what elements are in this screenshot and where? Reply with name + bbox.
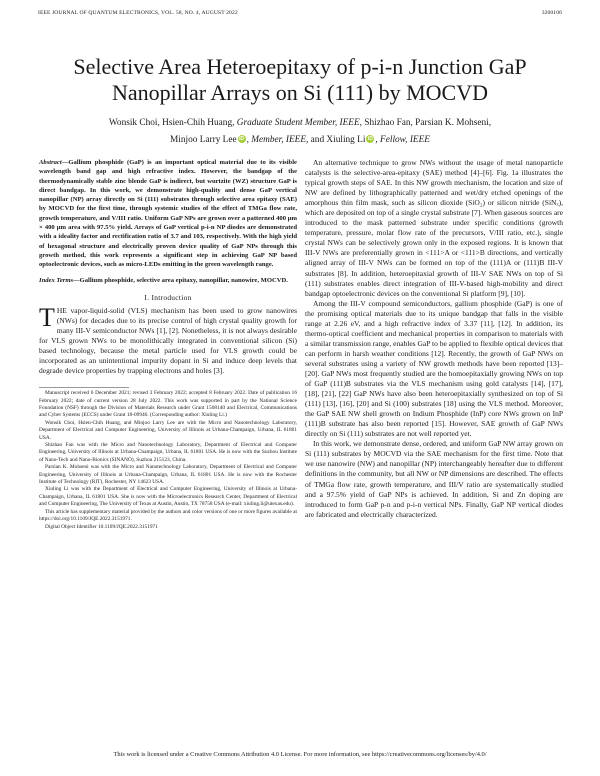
- drop-cap: T: [39, 302, 55, 332]
- intro-paragraph: THE vapor-liquid-solid (VLS) mechanism has been used to grow nanowires (NWs) for decades due to its precise control of high crystal quality growth for many III-V semiconductor NWs [1], [2]. Nonetheless, it is not always desirable for VLS grown NWs to be monolithically integrated in conventional silicon (Si) based technology, because the metal particle used for VLS growth could be incorporated as an unintentional impurity dopant in Si and induce deep levels that degrade device properties by trapping electrons and holes [3].: [39, 302, 297, 376]
- running-header: [38, 10, 562, 20]
- footnote-affiliation: Xiuling Li was with the Department of Electrical and Computer Engineering, University of Illinois at Urbana-Champaign, Urbana, IL 61801 USA. She is now with the Microelectronics Research Center, Department of Electrical and Computer Engineering, The University of Texas at Austin, Austin, TX 78758 USA (e-mail: xiuling.li@utexas.edu).: [39, 486, 297, 508]
- abstract-label: Abstract: [39, 159, 62, 166]
- abstract-text: —Gallium phosphide (GaP) is an important optical material due to its visible wavelength band gap and high refractive index. However, the bandgap of the thermodynamically stable zinc blende GaP is indirect, but wurtzite (WZ) structure GaP is direct bandgap. In this work, we demonstrate high-quality and dense GaP vertical nanopillar (NP) array directly on Si (111) substrates through selective area epitaxy (SAE) by MOCVD for the first time, through systemic studies of the effect of TMGa flow rate, growth temperature, and V/III ratio. Uniform GaP NPs are grown over a patterned 400 μm × 400 μm area with 97.5% yield. Arrays of GaP vertical p-i-n NP diodes are demonstrated with a ideality factor and rectification ratio of 3.7 and 103, respectively. With the high yield of hexagonal structure and electrically proven device quality of GaP NPs through this growth method, this work represents a significant step in achieving GaP NP based optoelectronic devices, such as micro-LEDs emitting in the green wavelength range.: [39, 159, 297, 269]
- body-paragraph: Among the III-V compound semiconductors, gallium phosphide (GaP) is one of the promising optical materials due to its unique bandgap that falls in the visible range at 2.26 eV, and a high refractive index of 3.37 [11], [12]. In addition, its thermo-optical coefficient and mechanical properties in comparison to materials with a similar transmission range, enables GaP to be applied to flexible optical devices that can perform in harsh weather conditions [12]. Recently, the growth of GaP NWs on several substrates using a variety of NW growth methods have been reported [13]–[20]. GaP NWs most frequently studied are the homoepitaxially growing NWs on top of GaP (111)B substrates via the VLS mechanism using gold catalysts [14], [17], [18], [21], [22] GaP NWs have also been heteroepitaxially synthesized on top of Si (111) [13], [16], [20] and Si (100) substrates [18] using the VLS method. Moreover, the GaP SAE NW shell growth on Indium Phosphide (InP) core NWs grown on InP (111)B substrate has also been reported [15]. However, SAE growth of GaP NWs directly on Si (111) substrates are not well reported yet.: [305, 298, 563, 439]
- index-terms: [39, 276, 297, 285]
- license-footer: This work is licensed under a Creative Commons Attribution 4.0 License. For more information, see https://creativecommons.org/licenses/by/4.0/: [113, 751, 487, 758]
- index-terms-text: —Gallium phosphide, selective area epitaxy, nanopillar, nanowire, MOCVD.: [73, 276, 288, 284]
- footnote-affiliation: Shizhao Fan was with the Micro and Nanotechnology Laboratory, Department of Electrical and Computer Engineering, University of Illinois at Urbana-Champaign, Urbana, IL 61801 USA. He is now with the Suzhou Institute of Nano-Tech and Nano-Bionics (SINANO), Suzhou 215123, China.: [39, 442, 297, 463]
- footnote-affiliation: Wonsik Choi, Hsien-Chih Huang, and Minjoo Larry Lee are with the Micro and Nanotechnology Laboratory, Department of Electrical and Computer Engineering, University of Illinois at Urbana-Champaign, Urbana, IL 61801 USA.: [39, 419, 297, 441]
- footnote-divider: [39, 387, 129, 388]
- footnote-supplementary: This article has supplementary material provided by the authors and color versions of one or more figures available at https://doi.org/10.1109/JQE.2022.3151971.: [39, 508, 297, 523]
- body-paragraph: An alternative technique to grow NWs without the usage of metal nanoparticle catalysts is the selective-area-epitaxy (SAE) method [4]–[6]. Fig. 1a illustrates the typical growth steps of SAE. In this NW growth mechanism, the location and size of NW are defined by lithographically patterned and wet/dry etched openings of the amorphous thin film mask, such as silicon dioxide (SiO₂) or silicon nitride (SiNₓ), which are deposited on top of a single crystal substrate [7]. When gaseous sources are introduced to the mask patterned substrate under specific conditions (growth temperature, pressure, molar flow rate of the precursors, V/III ratio, etc.), single crystal NWs can be selectively grown only in the exposed regions. It is known that III-V NWs are preferentially grown in <111>A or <111>B directions, and vertically aligned array of III-V NWs can be formed on top of the (111)A or (111)B III-V substrates [8]. In addition, heteroepitaxial growth of III-V SAE NWs on top of Si (111) substrates enables direct integration of III-V-based high-mobility and direct bandgap optoelectronic devices on the conventional Si platform [9], [10].: [305, 158, 563, 298]
- body-paragraph: In this work, we demonstrate dense, ordered, and uniform GaP NW array grown on Si (111) substrates by MOCVD via the SAE mechanism for the first time. Note that we use nanowire (NW) and nanopillar (NP) interchangeably hereafter due to different definitions in the community, but all NW or NP dimensions are described. The effects of TMGa flow rate, growth temperature, and III/V ratio are systematically studied and a 97.5% yield of GaP NPs is achieved. In addition, Si and Zn doping are introduced to form GaP p-n and p-i-n vertical NPs. Finally, GaP NP vertical diodes are fabricated and electrically characterized.: [305, 439, 563, 519]
- orcid-icon[interactable]: iD: [239, 136, 245, 142]
- section-heading: I. Introduction: [144, 292, 192, 302]
- article-number: 3200106: [541, 10, 562, 16]
- author-line-2: Minjoo Larry Lee iD , Member, IEEE, and Xiuling Li iD , Fellow, IEEE: [170, 135, 430, 145]
- author-list: [40, 115, 560, 149]
- left-column: [39, 158, 297, 531]
- right-column: [305, 158, 563, 520]
- journal-info: IEEE JOURNAL OF QUANTUM ELECTRONICS, VOL. 58, NO. 4, AUGUST 2022: [38, 10, 238, 16]
- index-terms-label: Index Terms: [39, 276, 74, 284]
- footnotes: [39, 384, 297, 531]
- orcid-icon[interactable]: iD: [367, 136, 373, 142]
- footnote-affiliation: Parsian K. Mohseni was with the Micro and Nanotechnology Laboratory, Department of Electrical and Computer Engineering, University of Illinois at Urbana-Champaign, Urbana, IL 61801 USA. He is now with the Rochester Institute of Technology (RIT), Rochester, NY 14623 USA.: [39, 464, 297, 486]
- paper-title: Selective Area Heteroepitaxy of p-i-n Junction GaP Nanopillar Arrays on Si (111) by MOCVD: [73, 54, 527, 105]
- author-line-1: Wonsik Choi, Hsien-Chih Huang, Graduate Student Member, IEEE, Shizhao Fan, Parsian K. Mohseni,: [108, 118, 492, 128]
- footnote-doi: Digital Object Identifier 10.1109/JQE.2022.3151971: [45, 523, 158, 530]
- footnote-manuscript: Manuscript received 6 December 2021; revised 3 February 2022; accepted 8 February 2022. Date of publication 16 February 2022; date of current version 28 July 2022. This work was supported in part by the National Science Foundation (NSF) through the Division of Materials Research under Grant 1508140 and Electrical, Communications and Cyber Systems (ECCS) under Grant 18-09946. (Corresponding author: Xiuling Li.): [39, 390, 297, 419]
- abstract: [39, 158, 297, 270]
